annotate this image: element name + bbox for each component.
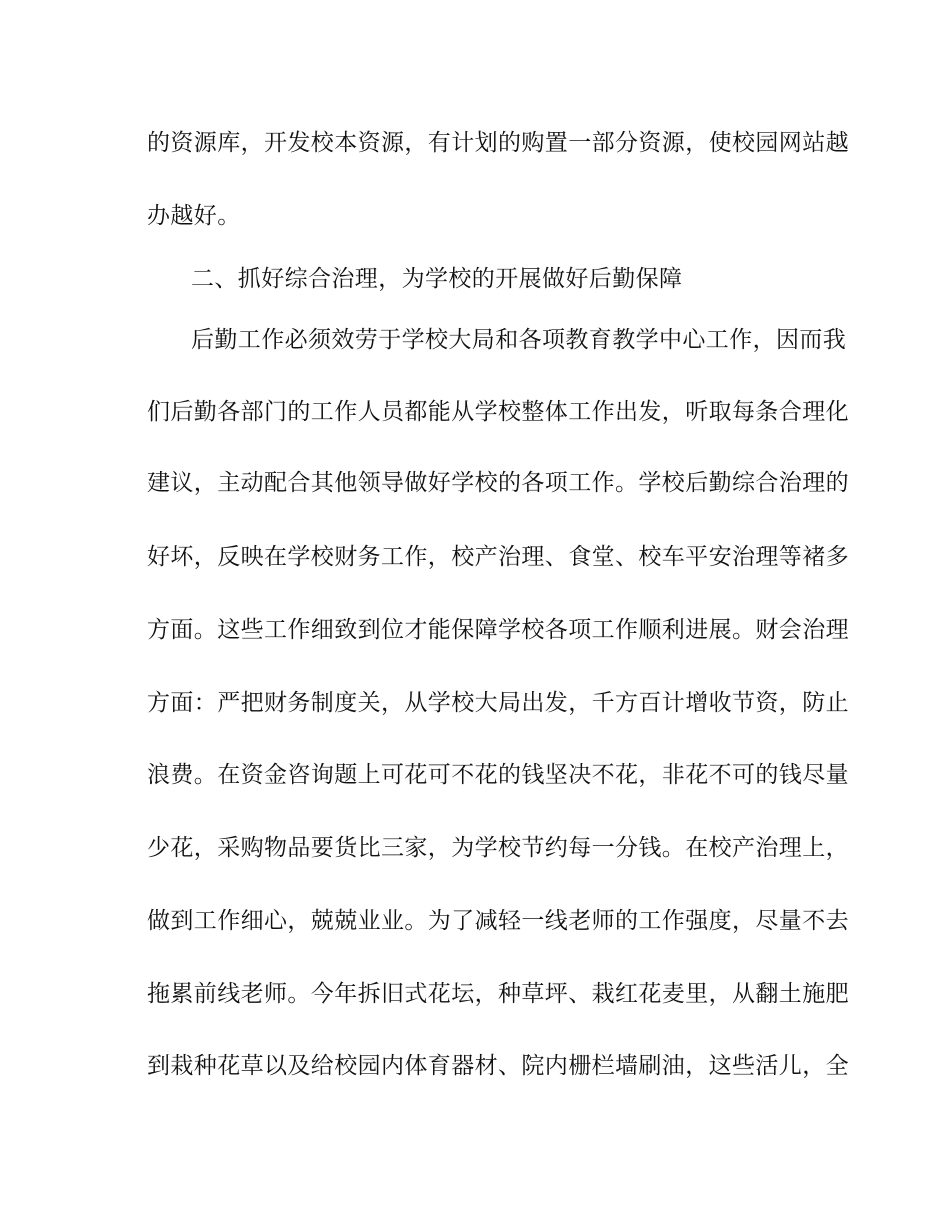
paragraph-line: 们后勤各部门的工作人员都能从学校整体工作出发，听取每条合理化 [147,399,849,425]
paragraph-line: 好坏，反映在学校财务工作，校产治理、食堂、校车平安治理等褚多 [147,544,849,570]
paragraph-line: 的资源库，开发校本资源，有计划的购置一部分资源，使校园网站越 [147,130,849,156]
paragraph-line: 办越好。 [147,203,241,229]
paragraph-line: 建议，主动配合其他领导做好学校的各项工作。学校后勤综合治理的 [147,470,849,496]
paragraph-line: 做到工作细心，兢兢业业。为了减轻一线老师的工作强度，尽量不去 [147,908,849,934]
paragraph-line: 方面。这些工作细致到位才能保障学校各项工作顺利进展。财会治理 [147,617,849,643]
paragraph-line: 浪费。在资金咨询题上可花可不花的钱坚决不花，非花不可的钱尽量 [147,762,849,788]
paragraph-line: 少花，采购物品要货比三家，为学校节约每一分钱。在校产治理上， [147,835,849,861]
paragraph-line: 后勤工作必须效劳于学校大局和各项教育教学中心工作，因而我 [191,327,847,353]
paragraph-line: 方面：严把财务制度关，从学校大局出发，千方百计增收节资，防止 [147,690,849,716]
paragraph-line: 到栽种花草以及给校园内体育器材、院内栅栏墙刷油，这些活儿，全 [147,1053,849,1079]
section-heading: 二、抓好综合治理，为学校的开展做好后勤保障 [191,266,683,292]
paragraph-line: 拖累前线老师。今年拆旧式花坛，种草坪、栽红花麦里，从翻土施肥 [147,981,849,1007]
